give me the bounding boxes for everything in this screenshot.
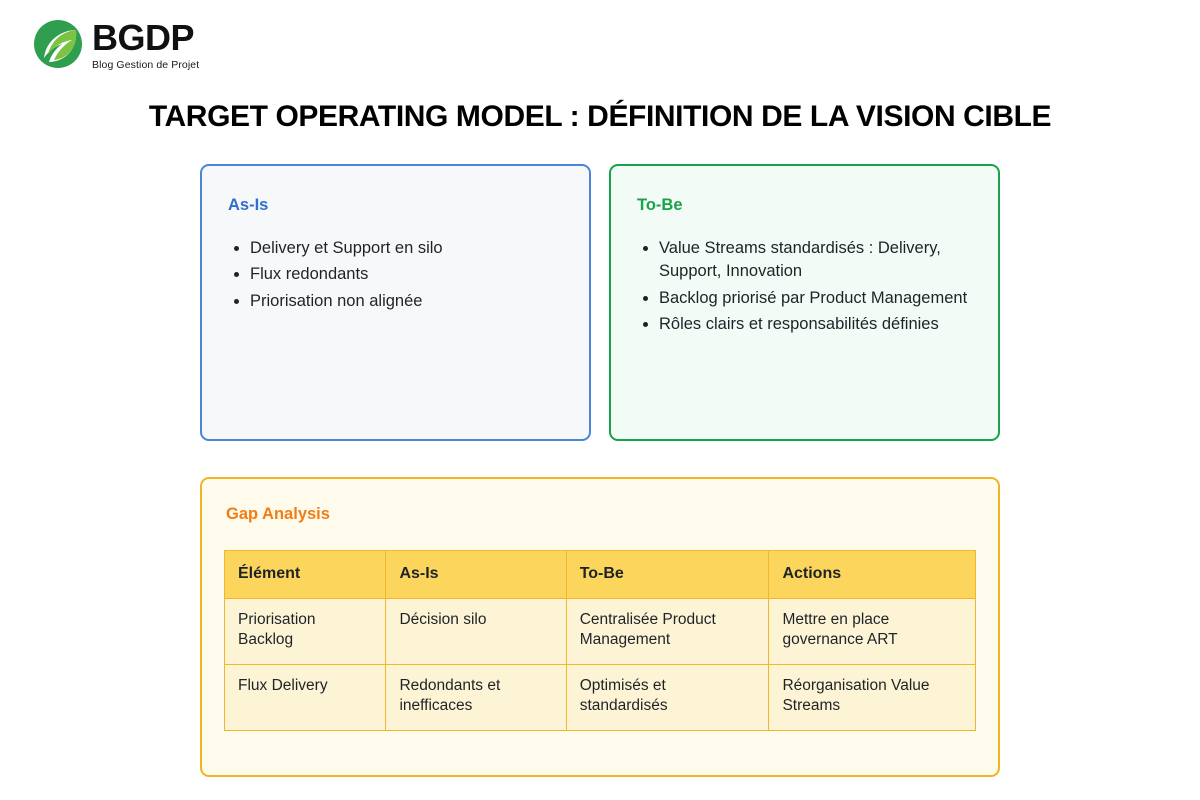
card-to-be-list (637, 237, 972, 337)
cell-as-is: Décision silo (386, 598, 566, 664)
comparison-cards (200, 164, 1000, 441)
page-title: TARGET OPERATING MODEL : DÉFINITION DE LA VISION CIBLE (148, 100, 1052, 133)
brand-name: BGDP (92, 17, 195, 58)
list-item: • Priorisation non alignée (250, 290, 563, 313)
card-to-be (609, 164, 1000, 441)
cell-actions: Réorganisation Value Streams (769, 664, 976, 730)
cell-to-be: Centralisée Product Management (566, 598, 769, 664)
list-item: • Value Streams standardisés : Delivery, Support, Innovation (659, 237, 972, 284)
cell-actions: Mettre en place governance ART (769, 598, 976, 664)
cell-as-is: Redondants et inefficaces (386, 664, 566, 730)
table-header-row (225, 551, 976, 599)
card-as-is-heading: As-Is (228, 196, 269, 214)
cell-element: Flux Delivery (225, 664, 386, 730)
column-header-element: Élément (225, 551, 386, 599)
gap-analysis-heading: Gap Analysis (226, 505, 330, 523)
list-item: • Rôles clairs et responsabilités définies (659, 313, 972, 336)
column-header-to-be: To-Be (566, 551, 769, 599)
table-row (225, 664, 976, 730)
card-as-is (200, 164, 591, 441)
gap-analysis-panel (200, 477, 1000, 777)
brand-tagline: Blog Gestion de Projet (92, 59, 200, 71)
table-row (225, 598, 976, 664)
column-header-actions: Actions (769, 551, 976, 599)
list-item: • Delivery et Support en silo (250, 237, 563, 260)
column-header-as-is: As-Is (386, 551, 566, 599)
card-as-is-list (228, 237, 563, 313)
brand-logo (32, 18, 199, 71)
cell-element: Priorisation Backlog (225, 598, 386, 664)
card-to-be-heading: To-Be (637, 196, 683, 214)
list-item: • Backlog priorisé par Product Management (659, 287, 972, 310)
cell-to-be: Optimisés et standardisés (566, 664, 769, 730)
list-item: • Flux redondants (250, 263, 563, 286)
leaf-icon (32, 18, 84, 70)
gap-analysis-table (224, 550, 976, 731)
